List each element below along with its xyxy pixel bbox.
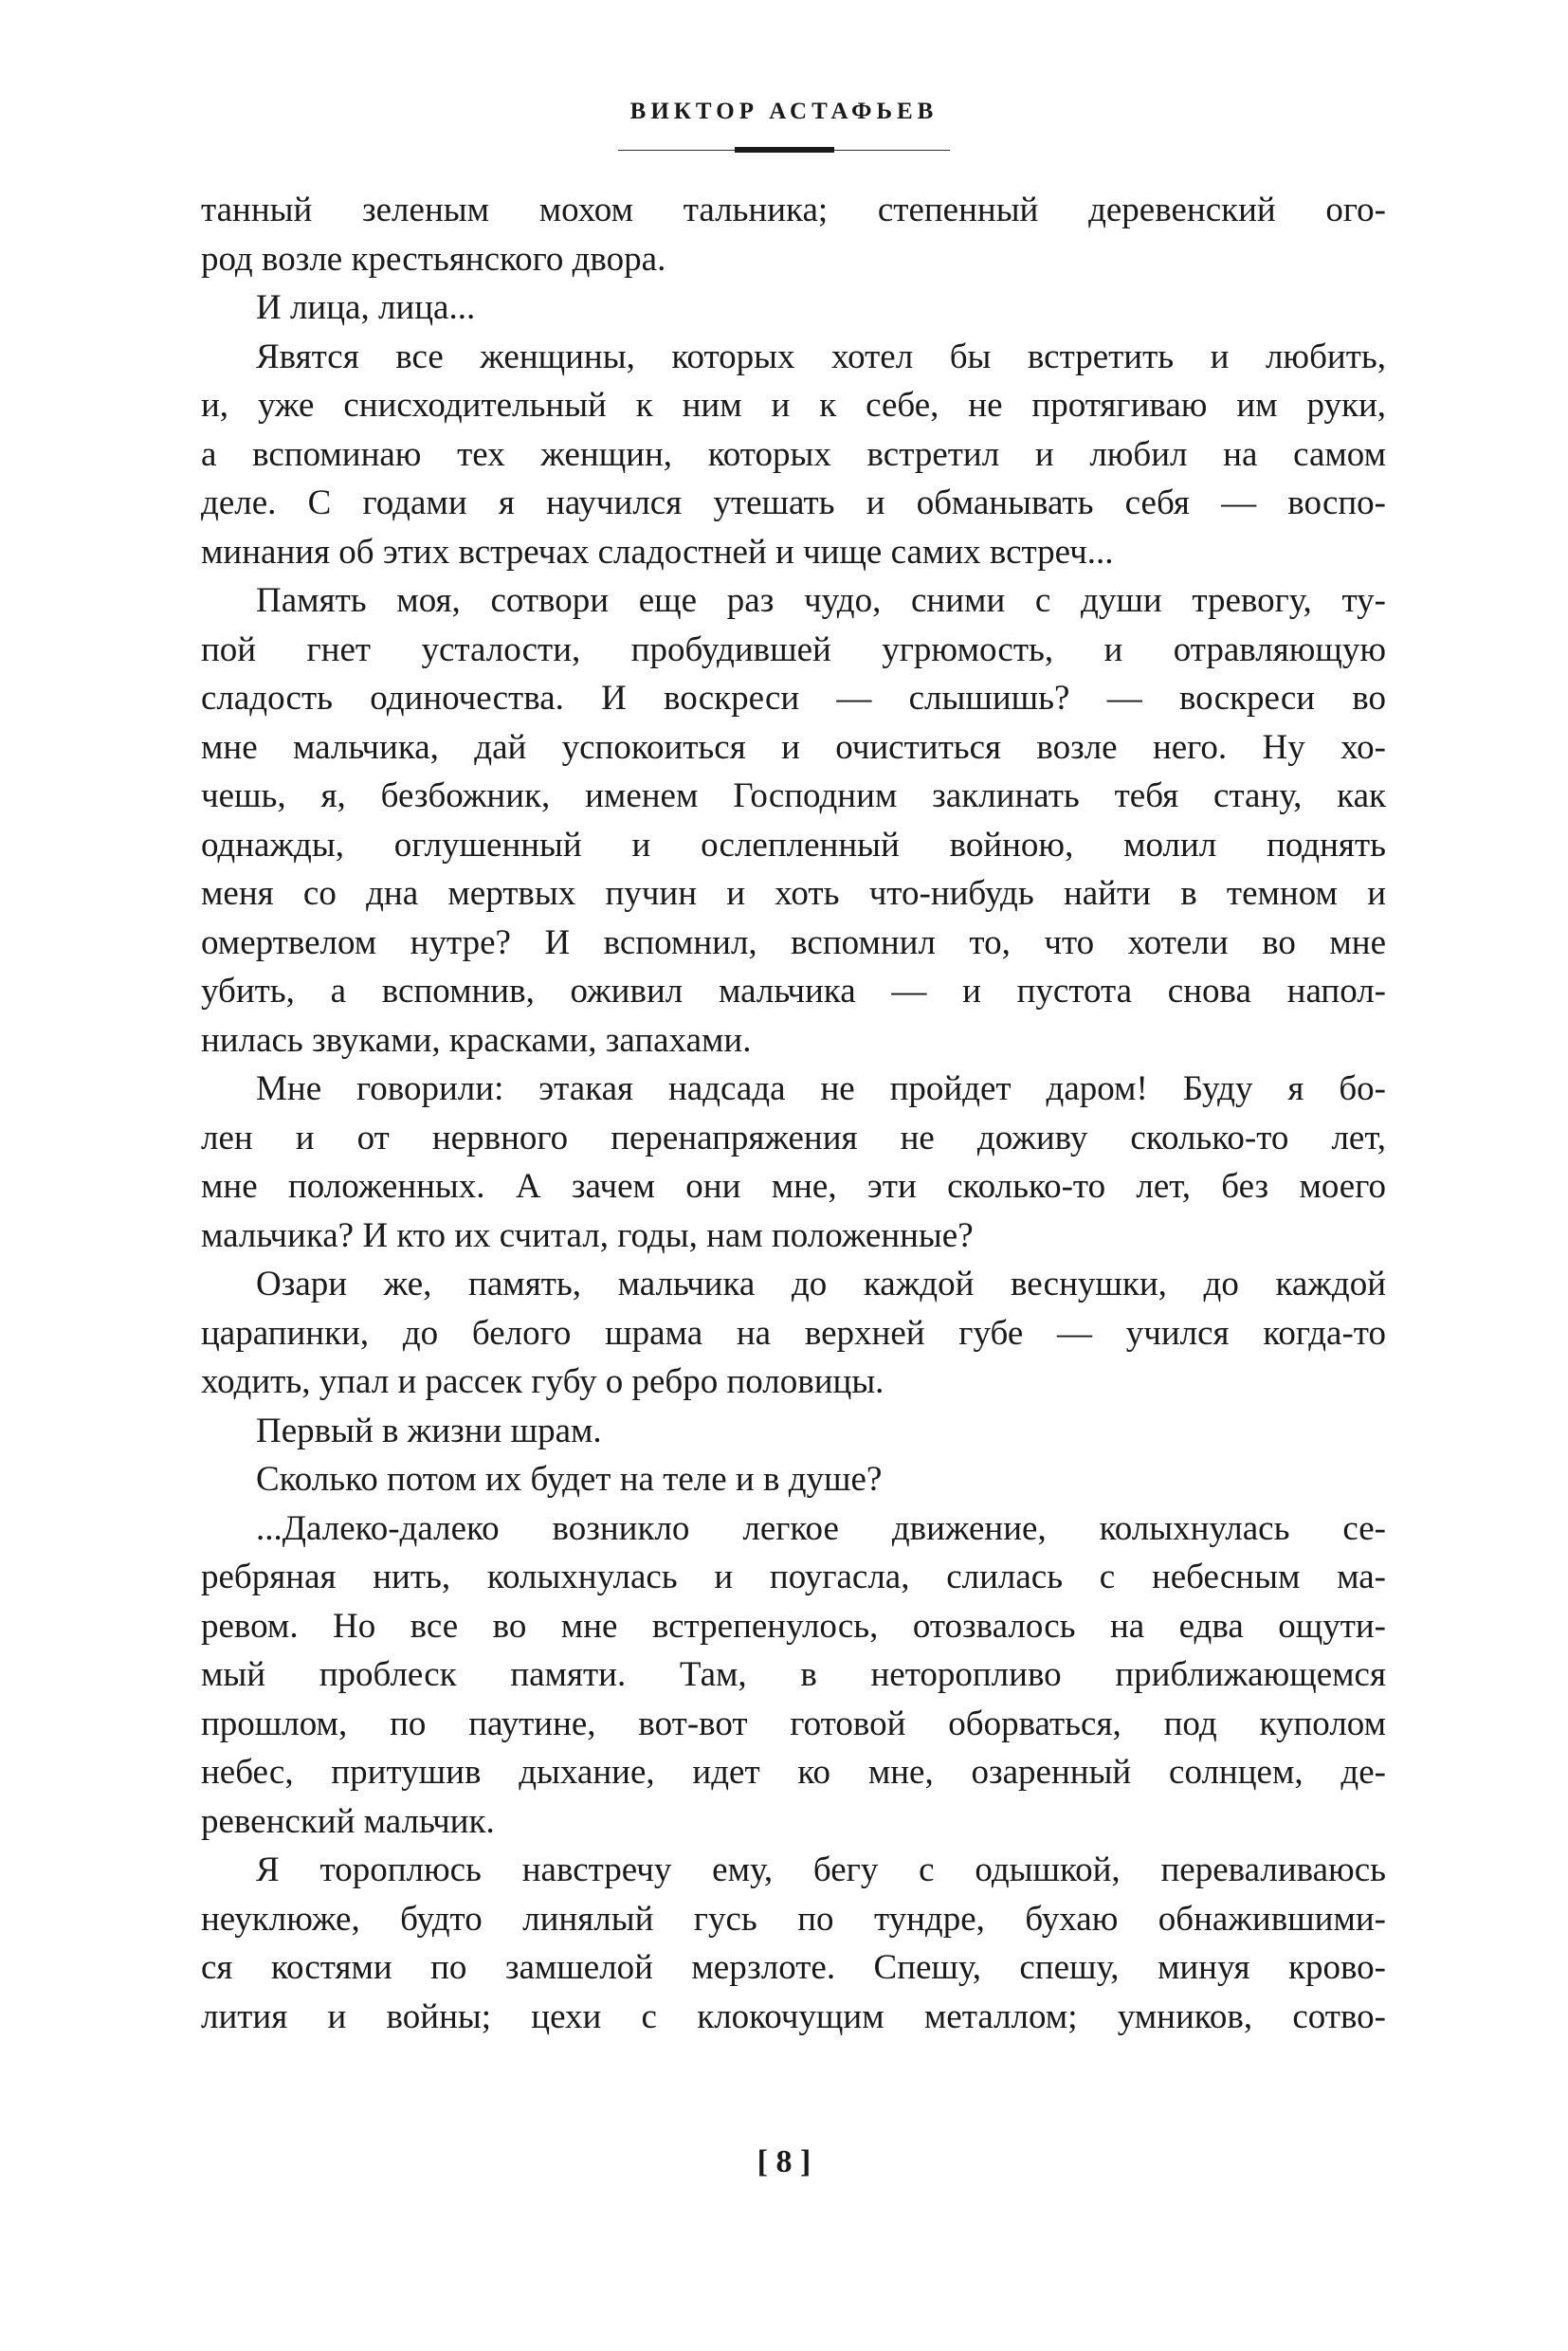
text-line: Первый в жизни шрам. bbox=[256, 1411, 602, 1450]
text-line: танный зеленым мохом тальника; степенный деревенский ого- bbox=[201, 191, 1386, 229]
text-line: мне мальчика, дай успокоиться и очиститься возле него. Ну хо- bbox=[201, 727, 1386, 767]
text-line: ребряная нить, колыхнулась и поугасла, слилась с небесным ма- bbox=[201, 1558, 1386, 1596]
text-line: а вспоминаю тех женщин, которых встретил и любил на самом bbox=[201, 434, 1386, 474]
text-line: небес, притушив дыхание, идет ко мне, озаренный солнцем, де- bbox=[201, 1753, 1386, 1792]
text-line: род возле крестьянского двора. bbox=[201, 239, 666, 279]
text-line: чешь, я, безбожник, именем Господним заклинать тебя стану, как bbox=[201, 776, 1386, 815]
running-head: ВИКТОР АСТАФЬЕВ bbox=[629, 99, 939, 124]
text-line: нилась звуками, красками, запахами. bbox=[201, 1020, 752, 1060]
text-line: Мне говорили: этакая надсада не пройдет даром! Буду я бо- bbox=[256, 1069, 1386, 1108]
running-head-rule-accent bbox=[735, 147, 834, 153]
text-line: ревенский мальчик. bbox=[201, 1801, 495, 1841]
text-line: ся костями по замшелой мерзлоте. Спешу, спешу, минуя крово- bbox=[201, 1948, 1386, 1987]
text-line: лития и войны; цехи с клокочущим металлом; умников, сотво- bbox=[201, 1996, 1386, 2036]
text-line: омертвелом нутре? И вспомнил, вспомнил то, что хотели во мне bbox=[201, 922, 1386, 962]
text-line: лен и от нервного перенапряжения не доживу сколько-то лет, bbox=[201, 1118, 1386, 1157]
text-line: деле. С годами я научился утешать и обманывать себя — воспо- bbox=[201, 483, 1386, 522]
text-line: и, уже снисходительный к ним и к себе, не протягиваю им руки, bbox=[201, 386, 1386, 425]
text-line: сладость одиночества. И воскреси — слышишь? — воскреси во bbox=[201, 679, 1386, 718]
text-line: Озари же, память, мальчика до каждой веснушки, до каждой bbox=[256, 1265, 1386, 1303]
text-line: меня со дна мертвых пучин и хоть что-нибудь найти в темном и bbox=[201, 874, 1386, 913]
body-text bbox=[201, 186, 1386, 2041]
text-line: неуклюже, будто линялый гусь по тундре, бухаю обнажившими- bbox=[201, 1899, 1386, 1939]
text-line: Память моя, сотвори еще раз чудо, сними с души тревогу, ту- bbox=[256, 581, 1386, 620]
text-line: минания об этих встречах сладостней и чище самих встреч... bbox=[201, 532, 1114, 572]
text-line: мый проблеск памяти. Там, в неторопливо приближающемся bbox=[201, 1655, 1386, 1694]
text-line: пой гнет усталости, пробудившей угрюмость, и отравляющую bbox=[201, 629, 1386, 669]
text-line: ...Далеко-далеко возникло легкое движение, колыхнулась се- bbox=[256, 1508, 1386, 1548]
text-line: царапинки, до белого шрама на верхней губе — учился когда-то bbox=[201, 1313, 1386, 1353]
text-line: однажды, оглушенный и ослепленный войною, молил поднять bbox=[201, 825, 1386, 865]
text-line: ревом. Но все во мне встрепенулось, отозвалось на едва ощути- bbox=[201, 1606, 1386, 1646]
text-line: Сколько потом их будет на теле и в душе? bbox=[256, 1460, 883, 1499]
text-line: И лица, лица... bbox=[256, 288, 476, 327]
text-line: Я тороплюсь навстречу ему, бегу с одышкой, переваливаюсь bbox=[256, 1850, 1386, 1889]
page-number: [ 8 ] bbox=[757, 2144, 811, 2179]
text-line: прошлом, по паутине, вот-вот готовой оборваться, под куполом bbox=[201, 1704, 1386, 1743]
text-line: ходить, упал и рассек губу о ребро половицы. bbox=[201, 1362, 884, 1401]
text-line: мальчика? И кто их считал, годы, нам положенные? bbox=[201, 1215, 974, 1255]
text-line: мне положенных. А зачем они мне, эти сколько-то лет, без моего bbox=[201, 1167, 1386, 1206]
text-line: Явятся все женщины, которых хотел бы встретить и любить, bbox=[256, 337, 1386, 376]
text-line: убить, а вспомнив, оживил мальчика — и пустота снова напол- bbox=[201, 972, 1386, 1011]
